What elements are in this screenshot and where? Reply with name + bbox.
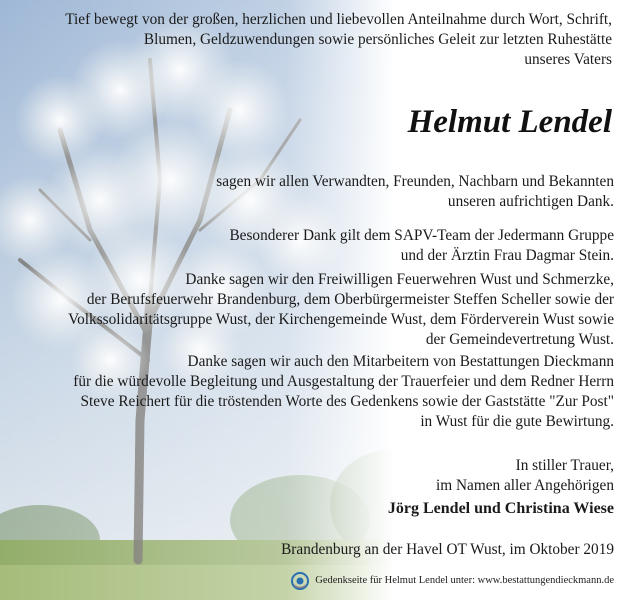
funeral-home-logo-icon: [291, 572, 309, 590]
place-date: Brandenburg an der Havel OT Wust, im Oktober 2019: [281, 541, 614, 558]
closing-text: In stiller Trauer, im Namen aller Angehörigen: [436, 457, 614, 494]
memorial-page-link[interactable]: Gedenkseite für Helmut Lendel unter: www.bestattungendieckmann.de: [315, 575, 614, 586]
thanks-paragraph-funeral-home: Danke sagen wir auch den Mitarbeitern von Bestattungen Dieckmann für die würdevolle Begleitung und Ausgestaltung der Trauerfeier und dem Redner Herrn Steve Reichert für die tröstenden Worte des Gedenkens sowie der Gaststätte "Zur Post" in Wust für die gute Bewirtung.: [73, 353, 614, 430]
signers: Jörg Lendel und Christina Wiese: [387, 500, 614, 517]
thanks-paragraph-firefighters: Danke sagen wir den Freiwilligen Feuerwehren Wust und Schmerzke, der Berufsfeuerwehr Brandenburg, dem Oberbürgermeister Steffen Scheller sowie der Volkssolidaritätsgruppe Wust, der Kirchengemeinde Wust, dem Förderverein Wust sowie der Gemeindevertretung Wust.: [68, 271, 614, 348]
deceased-name: Helmut Lendel: [407, 104, 612, 140]
footer: [291, 572, 614, 590]
intro-text: Tief bewegt von der großen, herzlichen und liebevollen Anteilnahme durch Wort, Schrift, Blumen, Geldzuwendungen sowie persönliches Geleit zur letzten Ruhestätte unseres Vaters: [65, 11, 612, 68]
thanks-paragraph-relatives: sagen wir allen Verwandten, Freunden, Nachbarn und Bekannten unseren aufrichtigen Dank.: [216, 173, 614, 210]
thanks-paragraph-sapv: Besonderer Dank gilt dem SAPV-Team der Jedermann Gruppe und der Ärztin Frau Dagmar Stein.: [229, 227, 614, 264]
